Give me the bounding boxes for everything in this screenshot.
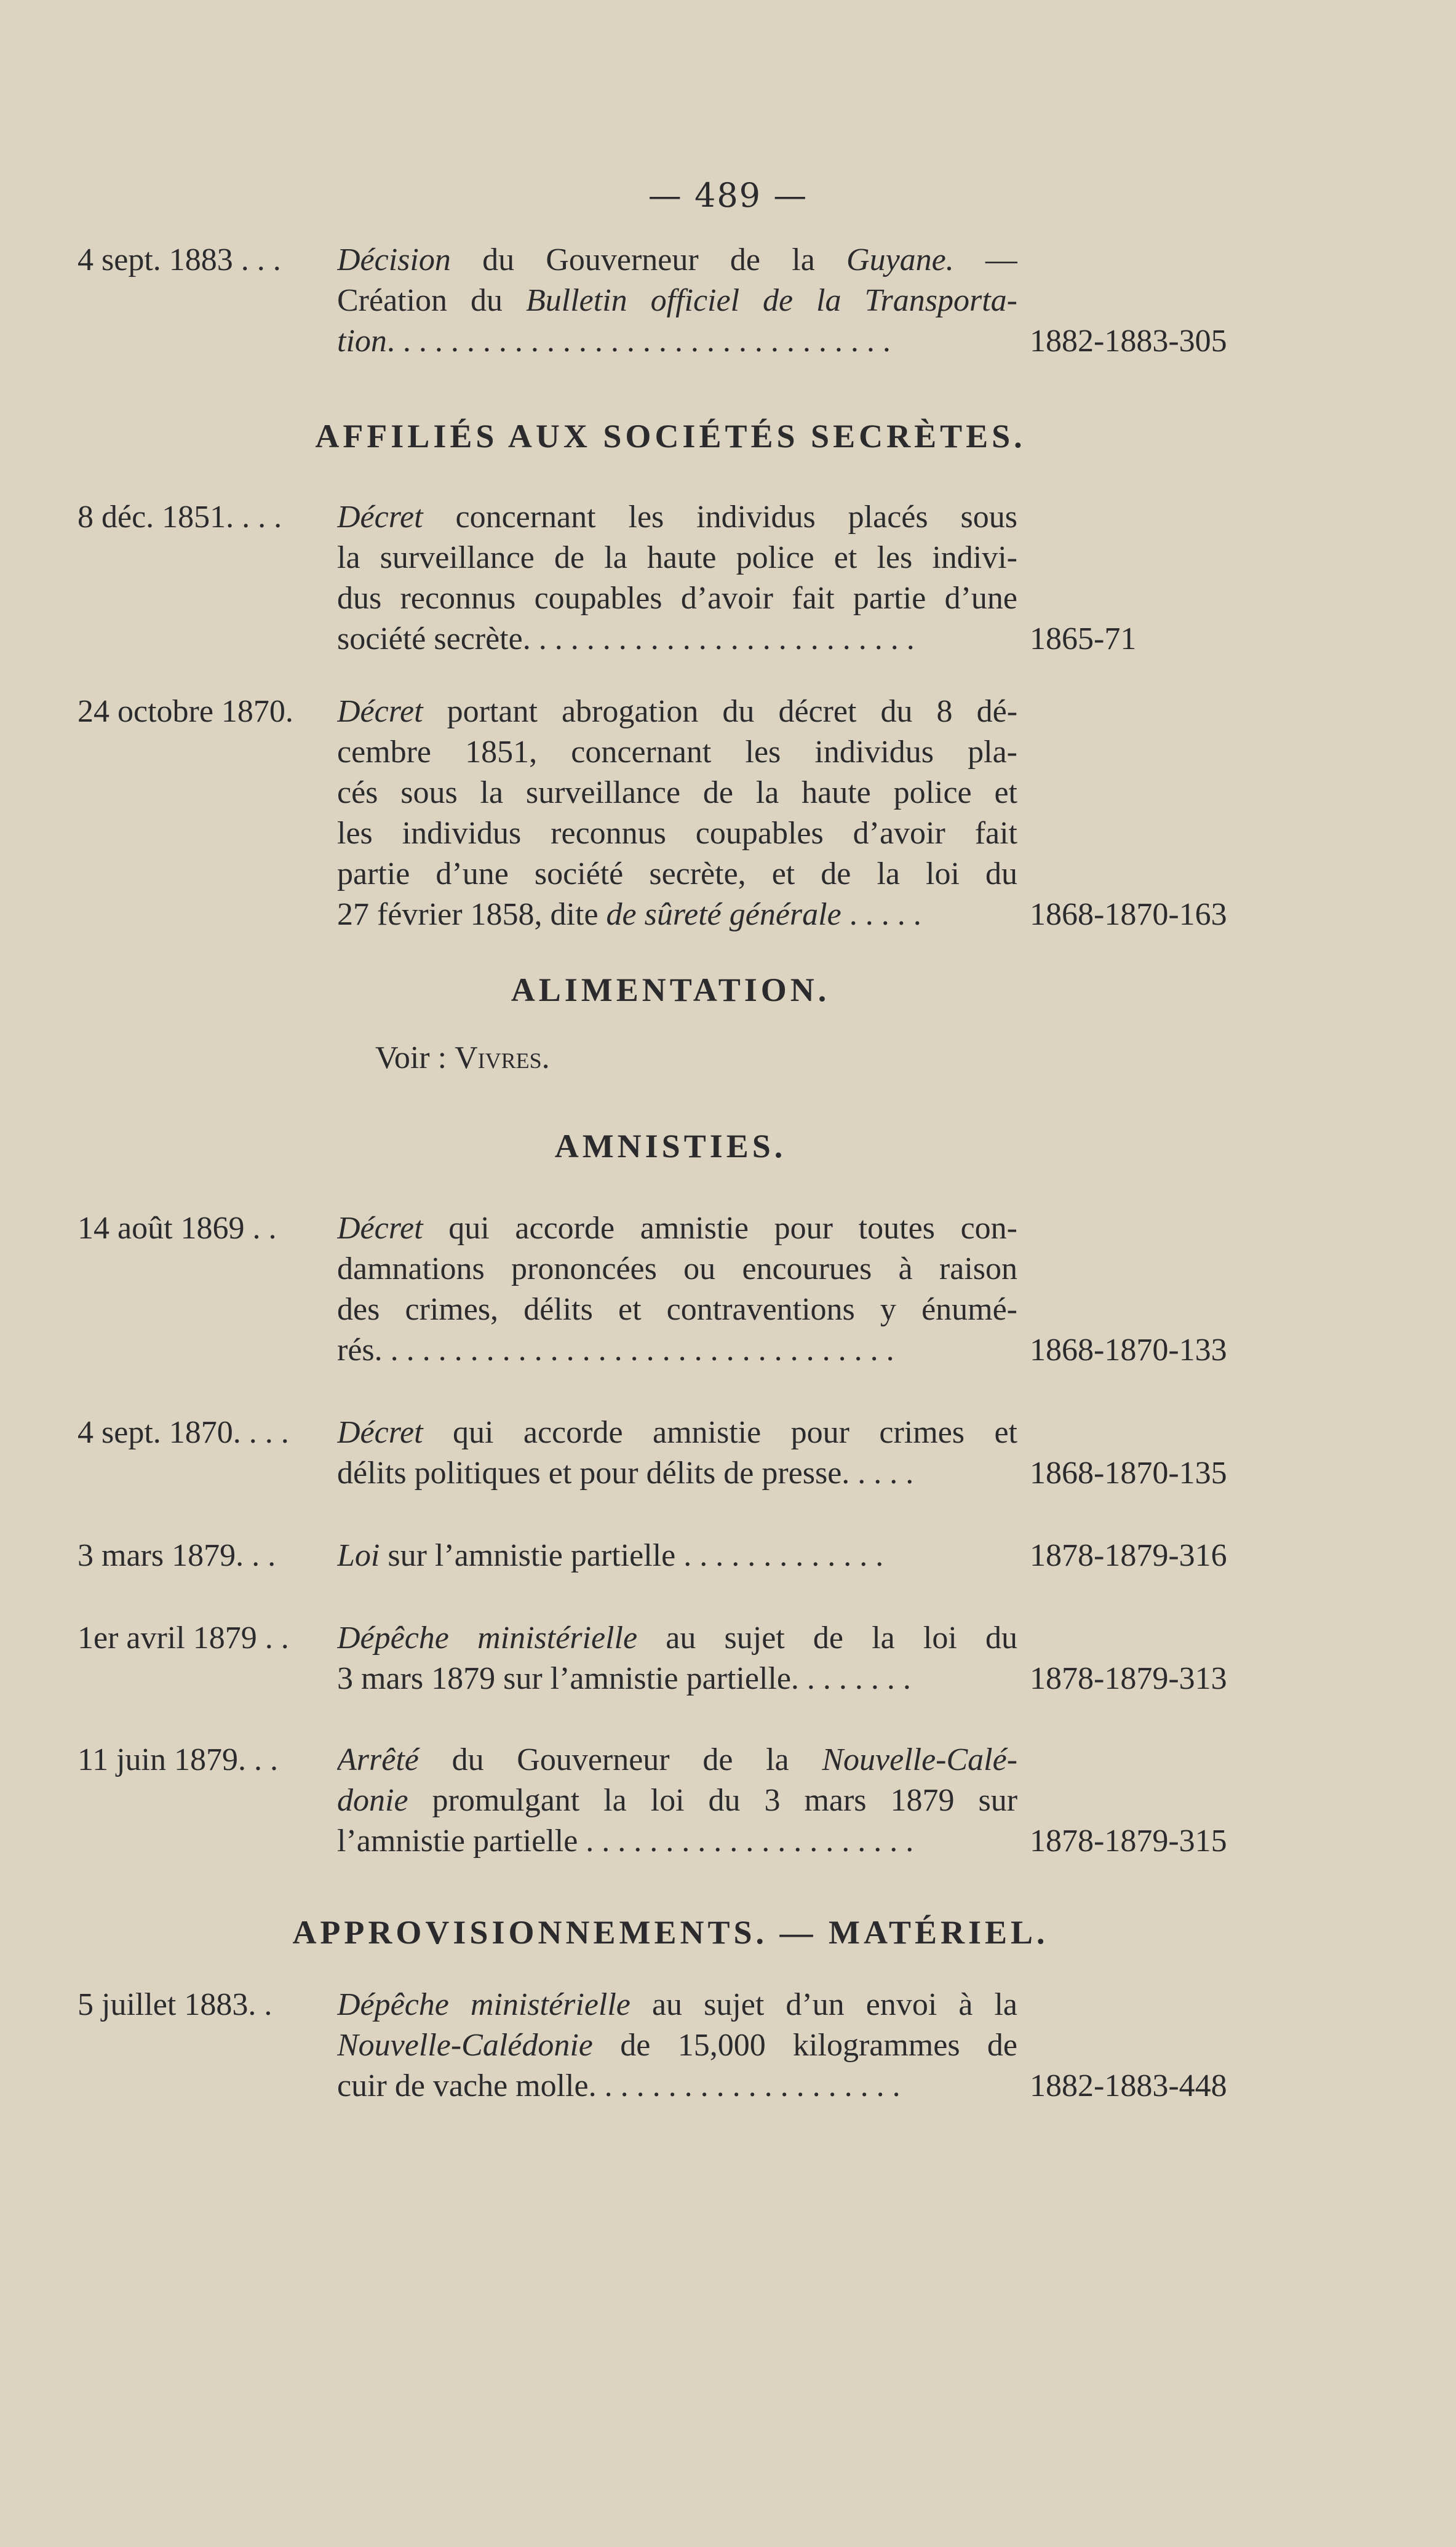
entry-text-part: les individus reconnus coupables d’avoir fait — [337, 816, 1017, 851]
entry-date: 11 juin 1879. . . — [78, 1742, 278, 1777]
entry-reference: 1882-1883-448 — [1030, 2068, 1227, 2103]
voir-label: Voir : — [375, 1040, 455, 1075]
leader-dots: . . . . . . . . . . . . . . . . . . . . . . . . . . . . . . . . — [386, 324, 891, 359]
entry-text-part: l’amnistie partielle . . . . . . . . . . . . . . . . . . . . . — [337, 1824, 914, 1859]
page-number: — 489 — — [648, 176, 808, 215]
entry-text-part: société secrète. . . . . . . . . . . . . . . . . . . . . . . . . — [337, 621, 915, 656]
leader-dots: . . . . . — [849, 897, 921, 932]
entry-text-part: dus reconnus coupables d’avoir fait partie d’une — [337, 581, 1017, 616]
entry-reference: 1882-1883-305 — [1030, 324, 1227, 359]
entry-text-part: concernant les individus placés sous — [455, 500, 1017, 535]
entry-date: 8 déc. 1851. . . . — [78, 500, 282, 535]
entry-text-part: qui accorde amnistie pour crimes et — [453, 1415, 1017, 1450]
entry-italic: donie — [337, 1783, 408, 1818]
entry-text — [337, 1985, 1017, 2107]
entry-date: 3 mars 1879. . . — [78, 1538, 276, 1573]
entry-lead: Décision — [337, 242, 451, 277]
entry-date: 5 juillet 1883. . — [78, 1987, 273, 2022]
entry-text-part: de 15,000 kilogrammes de — [620, 2028, 1017, 2063]
entry-reference: 1868-1870-163 — [1030, 897, 1227, 932]
entry-lead: Loi — [337, 1538, 380, 1573]
entry-text — [337, 497, 1017, 660]
section-heading-alimentation: ALIMENTATION. — [511, 971, 830, 1008]
section-heading-affilies: AFFILIÉS AUX SOCIÉTÉS SECRÈTES. — [315, 418, 1026, 455]
entry-lead: Dépêche ministérielle — [337, 1620, 638, 1656]
entry-date: 4 sept. 1883 . . . — [78, 242, 281, 277]
entry-lead: Dépêche ministérielle — [337, 1987, 631, 2022]
section-heading-amnisties: AMNISTIES. — [554, 1128, 787, 1165]
entry-reference: 1865-71 — [1030, 621, 1137, 656]
entry-text — [337, 692, 1017, 935]
entry-date: 1er avril 1879 . . — [78, 1620, 289, 1656]
entry-date: 14 août 1869 . . — [78, 1211, 277, 1246]
entry-text-part: cembre 1851, concernant les individus pla- — [337, 735, 1017, 770]
entry-text-part: sur l’amnistie partielle . . . . . . . . . . . . . — [388, 1538, 884, 1573]
entry-text-part: qui accorde amnistie pour toutes con- — [448, 1211, 1017, 1246]
entry-text-part: rés. . . . . . . . . . . . . . . . . . . . . . . . . . . . . . . . . — [337, 1333, 894, 1368]
entry-text-part: portant abrogation du décret du 8 dé- — [447, 694, 1017, 729]
entry-text-part: 3 mars 1879 sur l’amnistie partielle. . . . . . . . — [337, 1661, 911, 1696]
entry-text — [337, 1740, 1017, 1862]
entry-italic: Bulletin officiel de la Transporta- — [526, 283, 1017, 318]
cross-reference — [375, 1040, 550, 1076]
entry-lead: Décret — [337, 500, 423, 535]
entry-date: 24 octobre 1870. — [78, 694, 293, 729]
entry-text-part: délits politiques et pour délits de presse. . . . . — [337, 1456, 914, 1491]
entry-text-part: promulgant la loi du 3 mars 1879 sur — [432, 1783, 1017, 1818]
entry-lead: Décret — [337, 1211, 423, 1246]
entry-reference: 1878-1879-313 — [1030, 1661, 1227, 1696]
entry-reference: 1868-1870-135 — [1030, 1456, 1227, 1491]
entry-text — [337, 1413, 1017, 1494]
entry-reference: 1878-1879-315 — [1030, 1824, 1227, 1859]
entry-italic: Guyane. — [846, 242, 954, 277]
entry-text-part: partie d’une société secrète, et de la loi du — [337, 856, 1017, 891]
entry-italic: Nouvelle-Calédonie — [337, 2028, 593, 2063]
entry-text-part: — — [953, 242, 1017, 277]
entry-text — [337, 1536, 1017, 1576]
entry-text — [337, 240, 1017, 362]
entry-italic: tion — [337, 324, 387, 359]
entry-text-part: du Gouverneur de la — [452, 1742, 789, 1777]
entry-text — [337, 1618, 1017, 1699]
entry-reference: 1868-1870-133 — [1030, 1333, 1227, 1368]
entry-text-part: du Gouverneur de la — [450, 242, 847, 277]
entry-text-part: la surveillance de la haute police et les indivi- — [337, 540, 1017, 575]
entry-text-part: cuir de vache molle. . . . . . . . . . . . . . . . . . . . — [337, 2068, 901, 2103]
entry-text-part: au sujet de la loi du — [666, 1620, 1017, 1656]
entry-text-part: cés sous la surveillance de la haute police et — [337, 775, 1017, 810]
entry-text-part: 27 février 1858, dite — [337, 897, 599, 932]
entry-text-part: des crimes, délits et contraventions y énumé- — [337, 1292, 1017, 1327]
entry-lead: Décret — [337, 1415, 423, 1450]
voir-target: Vivres. — [455, 1040, 550, 1075]
section-heading-approvisionnements: APPROVISIONNEMENTS. — MATÉRIEL. — [292, 1914, 1049, 1951]
entry-italic: de sûreté générale — [606, 897, 841, 932]
entry-date: 4 sept. 1870. . . . — [78, 1415, 289, 1450]
entry-italic: Nouvelle-Calé- — [822, 1742, 1017, 1777]
entry-text-part: damnations prononcées ou encourues à raison — [337, 1251, 1017, 1286]
entry-lead: Arrêté — [337, 1742, 419, 1777]
entry-text-part: au sujet d’un envoi à la — [651, 1987, 1017, 2022]
entry-text — [337, 1208, 1017, 1371]
entry-lead: Décret — [337, 694, 423, 729]
entry-text-part: Création du — [337, 283, 527, 318]
entry-reference: 1878-1879-316 — [1030, 1538, 1227, 1573]
